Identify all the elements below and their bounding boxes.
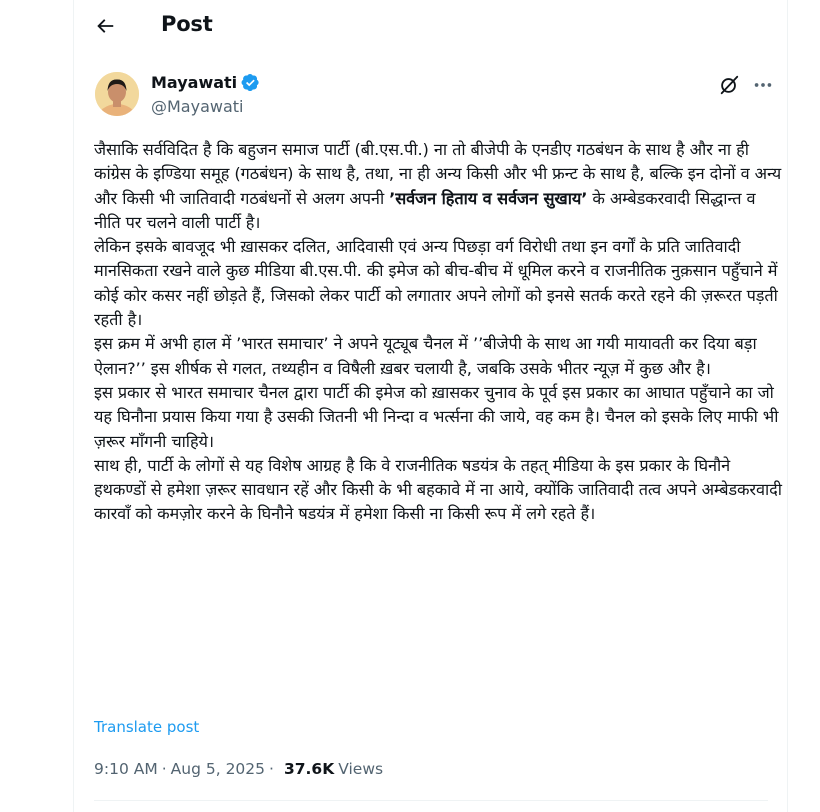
- tweet-paragraph-2: लेकिन इसके बावजूद भी ख़ासकर दलित, आदिवासी एवं अन्य पिछड़ा वर्ग विरोधी तथा इन वर्गों के प्रति जातिवादी मानसिकता रखने वाले कुछ मीडिया बी.एस.पी. की इमेज को बीच-बीच में धूमिल करने व राजनीतिक नुक़सान पहुँचाने में कोई कोर कसर नहीं छोड़ते हैं, जिसको लेकर पार्टी को लगातार अपने लोगों को इनसे सतर्क करते रहने की ज़रूरत पड़ती रहती है।: [94, 237, 778, 330]
- post-column: [73, 0, 788, 812]
- meta-separator: ·: [161, 760, 167, 778]
- author-name-text: Mayawati: [151, 73, 238, 92]
- page-title: Post: [161, 12, 213, 36]
- more-button[interactable]: [752, 74, 774, 96]
- avatar[interactable]: [95, 72, 139, 116]
- verified-badge-icon: [241, 73, 260, 92]
- tweet-paragraph-5: साथ ही, पार्टी के लोगों से यह विशेष आग्रह है कि वे राजनीतिक षडयंत्र के तहत् मीडिया के इस प्रकार के घिनौने हथकण्डों से हमेशा ज़रूर सावधान रहें और किसी के भी बहकावे में ना आये, क्योंकि जातिवादी तत्व अपने अम्बेडकरवादी कारवाँ को कमज़ोर करने के घिनौने षडयंत्र में हमेशा किसी ना किसी रूप में लगे रहते हैं।: [94, 455, 782, 524]
- meta-separator-2: ·: [269, 760, 274, 778]
- translate-post-link[interactable]: Translate post: [94, 718, 200, 736]
- divider: [94, 800, 768, 801]
- tweet-paragraph-1: जैसाकि सर्वविदित है कि बहुजन समाज पार्टी (बी.एस.पी.) ना तो बीजेपी के एनडीए गठबंधन के साथ है और ना ही कांग्रेस के इण्डिया समूह (गठबंधन) के साथ है, तथा, ना ही अन्य किसी और भी फ्रन्ट के साथ है, बल्कि इन दोनों व अन्य और किसी भी जातिवादी गठबंधनों से अलग अपनी ’सर्वजन हिताय व सर्वजन सुखाय’ के अम्बेडकरवादी सिद्धान्त व नीति पर चलने वाली पार्टी है।: [94, 140, 782, 232]
- views-label: Views: [338, 760, 384, 778]
- author-name[interactable]: [151, 73, 260, 92]
- back-button[interactable]: [87, 8, 123, 44]
- author-handle[interactable]: @Mayawati: [151, 97, 244, 116]
- post-meta: [94, 760, 383, 778]
- post-header: [74, 0, 787, 53]
- tweet-text: [94, 138, 782, 527]
- grok-icon: [718, 74, 740, 96]
- tweet-bold-phrase: ’सर्वजन हिताय व सर्वजन सुखाय’: [389, 188, 588, 208]
- grok-button[interactable]: [718, 74, 740, 96]
- views-count[interactable]: 37.6K: [283, 760, 335, 778]
- tweet-paragraph-4: इस प्रकार से भारत समाचार चैनल द्वारा पार्टी की इमेज को ख़ासकर चुनाव के पूर्व इस प्रकार का आघात पहुँचाने का जो यह घिनौना प्रयास किया गया है उसकी जितनी भी निन्दा व भर्त्सना की जाये, वह कम है। चैनल को इसके लिए माफी भी ज़रूर माँगनी चाहिये।: [94, 382, 779, 451]
- post-date[interactable]: Aug 5, 2025: [170, 760, 266, 778]
- post-time[interactable]: 9:10 AM: [94, 760, 158, 778]
- tweet-paragraph-3: इस क्रम में अभी हाल में ’भारत समाचार’ ने अपने यूट्यूब चैनल में ’’बीजेपी के साथ आ गयी मायावती कर दिया बड़ा ऐलान?’’ इस शीर्षक से गलत, तथ्यहीन व विषैली ख़बर चलायी है, जबकि उसके भीतर न्यूज़ में कुछ और है।: [94, 334, 757, 378]
- arrow-left-icon: [94, 15, 116, 37]
- more-dots-icon: [752, 74, 774, 96]
